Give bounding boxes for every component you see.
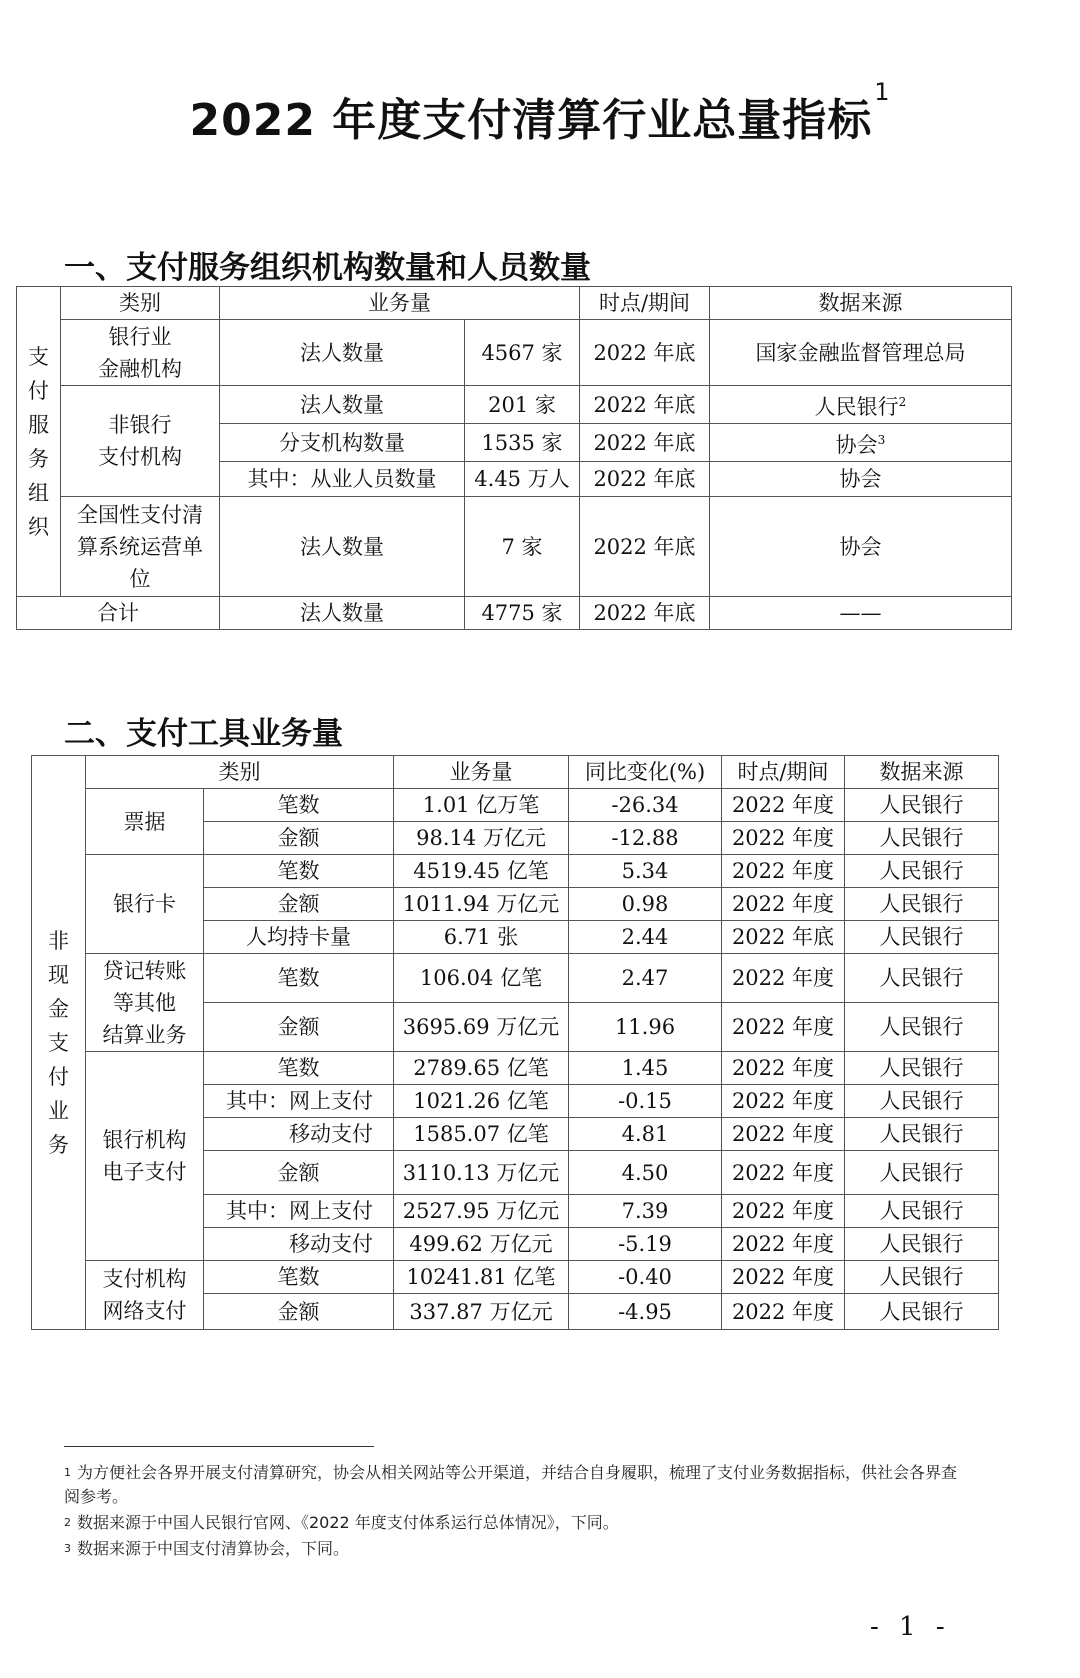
category-national-system: 全国性支付清 算系统运营单 位 (61, 497, 220, 597)
cell-item: 法人数量 (220, 497, 465, 597)
cell-period: 2022 年度 (722, 1294, 845, 1330)
cell-source: 人民银行$^2$ (710, 386, 1012, 424)
cell-value: 499.62 万亿元 (394, 1228, 569, 1261)
cell-yoy: 1.45 (569, 1052, 722, 1085)
category-bank-card: 银行卡 (86, 855, 204, 954)
payment-instrument-table (31, 755, 999, 1330)
cell-source: 协会 (710, 462, 1012, 497)
cell-value: 4567 家 (465, 320, 580, 386)
footnote-2: $^2$ 数据来源于中国人民银行官网、《2022 年度支付体系运行总体情况》，下同。 (64, 1513, 619, 1532)
cell-yoy: -5.19 (569, 1228, 722, 1261)
cell-source: 人民银行 (845, 1085, 999, 1118)
cell-source: 人民银行 (845, 1003, 999, 1052)
page-number: - 1 - (870, 1612, 951, 1642)
cell-value: 6.71 张 (394, 921, 569, 954)
cell-item: 其中：网上支付 (204, 1085, 394, 1118)
cell-source: 人民银行 (845, 855, 999, 888)
cell-source: 人民银行 (845, 1228, 999, 1261)
cell-source: 人民银行 (845, 1052, 999, 1085)
cell-yoy: 4.81 (569, 1118, 722, 1151)
header-yoy: 同比变化(%) (569, 756, 722, 789)
category-nonbank: 非银行 支付机构 (61, 386, 220, 497)
cell-period: 2022 年度 (722, 1085, 845, 1118)
cell-yoy: 2.44 (569, 921, 722, 954)
cell-source: 人民银行 (845, 1195, 999, 1228)
cell-yoy: 0.98 (569, 888, 722, 921)
cell-item: 人均持卡量 (204, 921, 394, 954)
cell-value: 4.45 万人 (465, 462, 580, 497)
cell-source: —— (710, 597, 1012, 630)
header-period: 时点/期间 (722, 756, 845, 789)
cell-value: 1021.26 亿笔 (394, 1085, 569, 1118)
cell-period: 2022 年底 (722, 921, 845, 954)
cell-value: 3110.13 万亿元 (394, 1151, 569, 1195)
section1-heading: 一、支付服务组织机构数量和人员数量 (64, 250, 591, 286)
cell-yoy: 7.39 (569, 1195, 722, 1228)
cell-yoy: 11.96 (569, 1003, 722, 1052)
footnote-3: $^3$ 数据来源于中国支付清算协会，下同。 (64, 1539, 350, 1558)
table-row (32, 855, 999, 888)
cell-source: 协会$^3$ (710, 424, 1012, 462)
cell-period: 2022 年度 (722, 1052, 845, 1085)
category-credit-transfer: 贷记转账 等其他 结算业务 (86, 954, 204, 1052)
cell-source: 人民银行 (845, 921, 999, 954)
table-row (32, 789, 999, 822)
cell-item: 其中：从业人员数量 (220, 462, 465, 497)
cell-yoy: 5.34 (569, 855, 722, 888)
cell-period: 2022 年度 (722, 954, 845, 1003)
table-header-row (17, 287, 1012, 320)
cell-period: 2022 年底 (580, 597, 710, 630)
cell-item: 法人数量 (220, 386, 465, 424)
table-row (32, 954, 999, 1003)
category-total: 合计 (17, 597, 220, 630)
cell-period: 2022 年度 (722, 1195, 845, 1228)
table-total-row (17, 597, 1012, 630)
cell-item: 移动支付 (204, 1228, 394, 1261)
group-label-payment-org: 支付服务组织 (17, 287, 61, 597)
cell-period: 2022 年底 (580, 386, 710, 424)
footnote-mark: 2 (898, 395, 907, 409)
cell-item: 法人数量 (220, 597, 465, 630)
cell-period: 2022 年度 (722, 1151, 845, 1195)
table-row (17, 497, 1012, 597)
cell-value: 10241.81 亿笔 (394, 1261, 569, 1294)
cell-period: 2022 年度 (722, 822, 845, 855)
cell-item: 笔数 (204, 1261, 394, 1294)
header-category: 类别 (61, 287, 220, 320)
cell-source: 协会 (710, 497, 1012, 597)
header-period: 时点/期间 (580, 287, 710, 320)
table-row (17, 386, 1012, 424)
cell-yoy: 2.47 (569, 954, 722, 1003)
cell-value: 1535 家 (465, 424, 580, 462)
page-title: 2022 年度支付清算行业总量指标$^1$ (189, 78, 891, 146)
cell-item: 笔数 (204, 789, 394, 822)
table-row (32, 1052, 999, 1085)
table-row (17, 320, 1012, 386)
cell-period: 2022 年底 (580, 462, 710, 497)
footnote-1: $^1$ 为方便社会各界开展支付清算研究，协会从相关网站等公开渠道，并结合自身履职，梳理了支付业务数据指标，供社会各界查阅参考。 (64, 1463, 958, 1506)
category-bank-epayment: 银行机构 电子支付 (86, 1052, 204, 1261)
cell-source: 人民银行 (845, 1294, 999, 1330)
cell-yoy: -0.40 (569, 1261, 722, 1294)
cell-source: 国家金融监督管理总局 (710, 320, 1012, 386)
cell-item: 移动支付 (204, 1118, 394, 1151)
cell-item: 法人数量 (220, 320, 465, 386)
cell-yoy: -26.34 (569, 789, 722, 822)
cell-yoy: -4.95 (569, 1294, 722, 1330)
table-row (32, 1261, 999, 1294)
cell-source: 人民银行 (845, 822, 999, 855)
cell-yoy: -12.88 (569, 822, 722, 855)
category-bank: 银行业 金融机构 (61, 320, 220, 386)
cell-value: 7 家 (465, 497, 580, 597)
header-volume: 业务量 (220, 287, 580, 320)
cell-value: 4519.45 亿笔 (394, 855, 569, 888)
cell-period: 2022 年度 (722, 1003, 845, 1052)
cell-item: 金额 (204, 822, 394, 855)
cell-item: 金额 (204, 888, 394, 921)
cell-value: 98.14 万亿元 (394, 822, 569, 855)
cell-value: 2527.95 万亿元 (394, 1195, 569, 1228)
cell-value: 2789.65 亿笔 (394, 1052, 569, 1085)
cell-value: 1.01 亿万笔 (394, 789, 569, 822)
cell-value: 3695.69 万亿元 (394, 1003, 569, 1052)
cell-value: 1011.94 万亿元 (394, 888, 569, 921)
cell-item: 金额 (204, 1003, 394, 1052)
cell-period: 2022 年底 (580, 424, 710, 462)
cell-yoy: -0.15 (569, 1085, 722, 1118)
cell-value: 1585.07 亿笔 (394, 1118, 569, 1151)
cell-value: 106.04 亿笔 (394, 954, 569, 1003)
cell-item: 分支机构数量 (220, 424, 465, 462)
cell-item: 其中：网上支付 (204, 1195, 394, 1228)
cell-source: 人民银行 (845, 1261, 999, 1294)
cell-period: 2022 年度 (722, 1261, 845, 1294)
org-count-table (16, 286, 1012, 630)
cell-source: 人民银行 (845, 954, 999, 1003)
cell-source: 人民银行 (845, 1151, 999, 1195)
cell-item: 金额 (204, 1294, 394, 1330)
cell-period: 2022 年底 (580, 497, 710, 597)
cell-yoy: 4.50 (569, 1151, 722, 1195)
table-header-row (32, 756, 999, 789)
cell-period: 2022 年度 (722, 1228, 845, 1261)
cell-source: 人民银行 (845, 888, 999, 921)
cell-source: 人民银行 (845, 789, 999, 822)
cell-period: 2022 年度 (722, 1118, 845, 1151)
cell-period: 2022 年度 (722, 789, 845, 822)
cell-item: 笔数 (204, 1052, 394, 1085)
cell-item: 笔数 (204, 855, 394, 888)
category-bill: 票据 (86, 789, 204, 855)
cell-source: 人民银行 (845, 1118, 999, 1151)
cell-period: 2022 年度 (722, 855, 845, 888)
title-footnote-mark: 1 (874, 78, 891, 106)
header-source: 数据来源 (845, 756, 999, 789)
section2-heading: 二、支付工具业务量 (64, 716, 343, 752)
cell-period: 2022 年度 (722, 888, 845, 921)
cell-period: 2022 年底 (580, 320, 710, 386)
footnote-mark: 3 (877, 433, 886, 447)
header-category: 类别 (86, 756, 394, 789)
header-volume: 业务量 (394, 756, 569, 789)
cell-value: 4775 家 (465, 597, 580, 630)
group-label-noncash: 非现金支付业务 (32, 756, 86, 1330)
footnote-divider (64, 1446, 374, 1447)
cell-item: 金额 (204, 1151, 394, 1195)
category-network-payment: 支付机构 网络支付 (86, 1261, 204, 1330)
header-source: 数据来源 (710, 287, 1012, 320)
cell-value: 337.87 万亿元 (394, 1294, 569, 1330)
cell-item: 笔数 (204, 954, 394, 1003)
cell-value: 201 家 (465, 386, 580, 424)
